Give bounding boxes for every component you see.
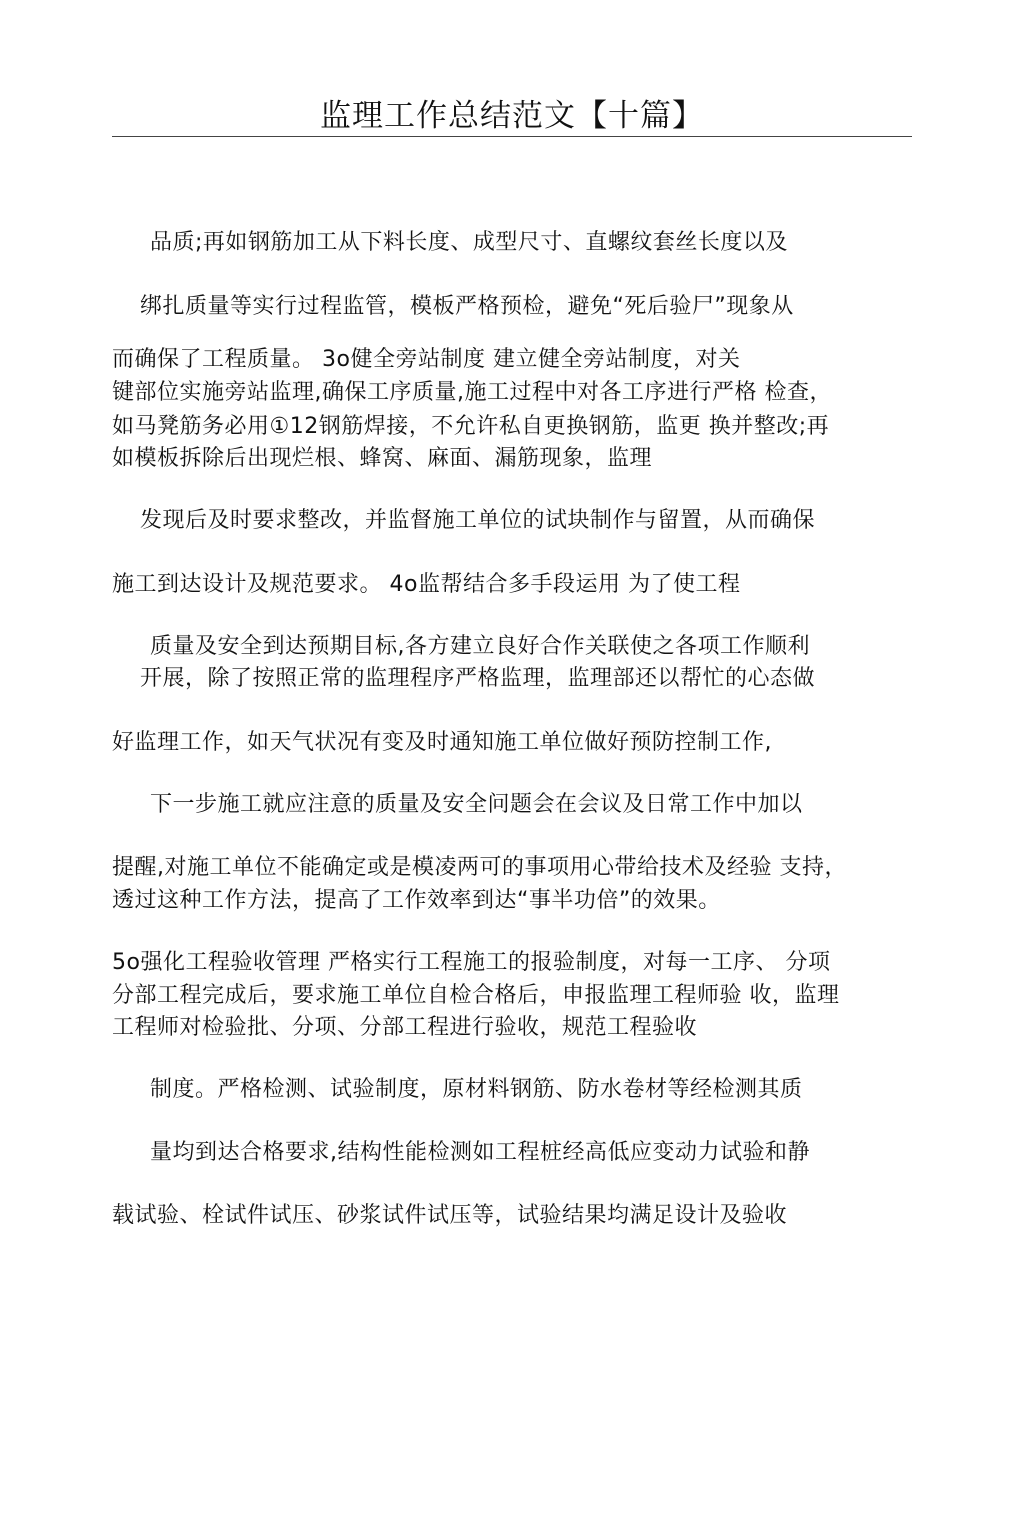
text-line: 施工到达设计及规范要求。 4o监帮结合多手段运用 为了使工程 (112, 572, 741, 597)
text-line: 5o强化工程验收管理 严格实行工程施工的报验制度，对每一工序、 分项 (112, 950, 831, 975)
text-line: 分部工程完成后，要求施工单位自检合格后，申报监理工程师验 收，监理 (112, 983, 840, 1008)
text-line: 好监理工作，如天气状况有变及时通知施工单位做好预防控制工作, (112, 730, 772, 755)
text-line: 如模板拆除后出现烂根、蜂窝、麻面、漏筋现象，监理 (112, 446, 653, 471)
title-divider (112, 136, 912, 137)
text-line: 而确保了工程质量。 3o健全旁站制度 建立健全旁站制度，对关 (112, 347, 741, 372)
text-line: 提醒,对施工单位不能确定或是模凌两可的事项用心带给技术及经验 支持， (112, 855, 847, 880)
text-line: 质量及安全到达预期目标,各方建立良好合作关联使之各项工作顺利 (150, 634, 810, 659)
text-line: 透过这种工作方法，提高了工作效率到达“事半功倍”的效果。 (112, 888, 721, 913)
document-title: 监理工作总结范文【十篇】 (320, 98, 704, 134)
text-line: 绑扎质量等实行过程监管，模板严格预检，避免“死后验尸”现象从 (140, 294, 794, 319)
text-line: 如马凳筋务必用①12钢筋焊接，不允许私自更换钢筋，监更 换并整改;再 (112, 414, 830, 439)
text-line: 工程师对检验批、分项、分部工程进行验收，规范工程验收 (112, 1015, 698, 1040)
text-line: 发现后及时要求整改，并监督施工单位的试块制作与留置，从而确保 (140, 508, 816, 533)
text-line: 量均到达合格要求,结构性能检测如工程桩经高低应变动力试验和静 (150, 1140, 810, 1165)
text-line: 品质;再如钢筋加工从下料长度、成型尺寸、直螺纹套丝长度以及 (150, 230, 788, 255)
text-line: 开展，除了按照正常的监理程序严格监理，监理部还以帮忙的心态做 (140, 666, 816, 691)
text-line: 制度。严格检测、试验制度，原材料钢筋、防水卷材等经检测其质 (150, 1077, 803, 1102)
text-line: 下一步施工就应注意的质量及安全问题会在会议及日常工作中加以 (150, 792, 803, 817)
text-line: 键部位实施旁站监理,确保工序质量,施工过程中对各工序进行严格 检查， (112, 380, 832, 405)
text-line: 载试验、栓试件试压、砂浆试件试压等，试验结果均满足设计及验收 (112, 1203, 788, 1228)
